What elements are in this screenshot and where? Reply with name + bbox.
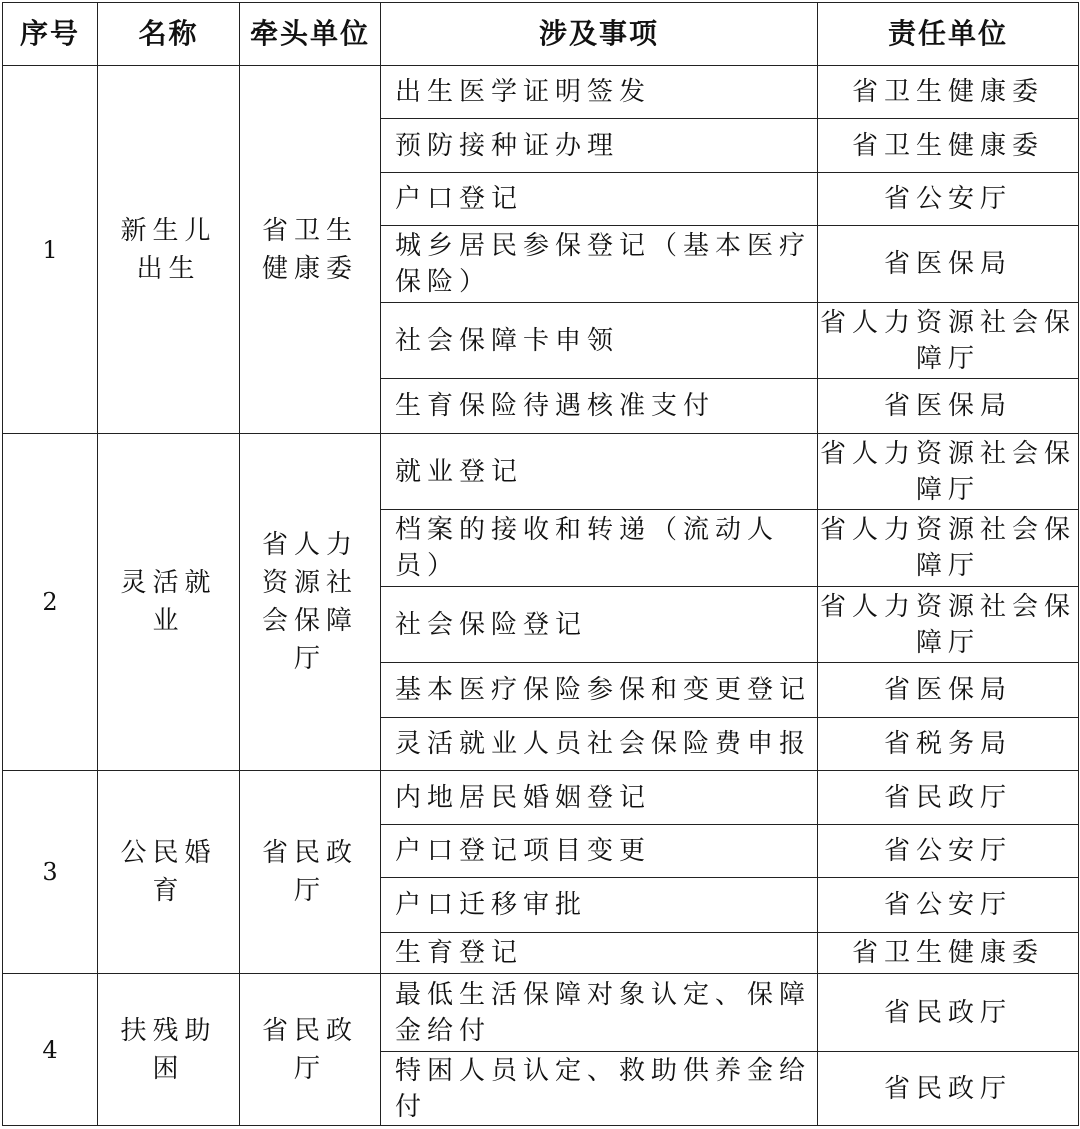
header-name: 名称 [98, 3, 240, 66]
group-name-text: 新生儿出生 [120, 215, 217, 284]
matter-cell: 户口登记 [381, 173, 818, 226]
group-no: 2 [3, 434, 98, 771]
unit-cell: 省医保局 [818, 663, 1079, 718]
table-row [3, 66, 1079, 119]
matter-cell: 灵活就业人员社会保险费申报 [381, 718, 818, 771]
matter-cell: 内地居民婚姻登记 [381, 771, 818, 825]
matter-cell: 户口迁移审批 [381, 878, 818, 933]
table-row [3, 771, 1079, 825]
header-matter: 涉及事项 [381, 3, 818, 66]
unit-cell: 省人力资源社会保障厅 [818, 587, 1079, 663]
group-lead-unit [240, 66, 381, 434]
table-row [3, 434, 1079, 510]
matter-cell: 最低生活保障对象认定、保障金给付 [381, 974, 818, 1052]
matter-cell: 预防接种证办理 [381, 119, 818, 173]
table-row [3, 974, 1079, 1052]
matter-cell: 就业登记 [381, 434, 818, 510]
unit-cell: 省人力资源社会保障厅 [818, 510, 1079, 587]
matter-cell: 城乡居民参保登记（基本医疗保险） [381, 226, 818, 303]
unit-cell: 省医保局 [818, 226, 1079, 303]
matter-cell: 户口登记项目变更 [381, 825, 818, 878]
matter-cell: 基本医疗保险参保和变更登记 [381, 663, 818, 718]
unit-cell: 省公安厅 [818, 825, 1079, 878]
header-no: 序号 [3, 3, 98, 66]
group-name [98, 771, 240, 974]
group-lead-text: 省民政厅 [261, 1015, 358, 1084]
header-responsible-unit: 责任单位 [818, 3, 1079, 66]
matter-cell: 社会保险登记 [381, 587, 818, 663]
group-lead-text: 省卫生健康委 [261, 215, 358, 284]
group-lead-text: 省人力资源社会保障厅 [261, 530, 358, 674]
unit-cell: 省人力资源社会保障厅 [818, 303, 1079, 379]
group-name [98, 434, 240, 771]
group-name-text: 灵活就业 [120, 568, 217, 636]
group-name [98, 974, 240, 1126]
matter-cell: 社会保障卡申领 [381, 303, 818, 379]
unit-cell: 省公安厅 [818, 878, 1079, 933]
group-lead-text: 省民政厅 [261, 838, 358, 906]
service-table [2, 2, 1079, 1126]
group-no: 4 [3, 974, 98, 1126]
header-row [3, 3, 1079, 66]
unit-cell: 省卫生健康委 [818, 66, 1079, 119]
group-lead-unit [240, 974, 381, 1126]
header-lead-unit: 牵头单位 [240, 3, 381, 66]
matter-cell: 出生医学证明签发 [381, 66, 818, 119]
unit-cell: 省医保局 [818, 379, 1079, 434]
unit-cell: 省卫生健康委 [818, 933, 1079, 974]
unit-cell: 省人力资源社会保障厅 [818, 434, 1079, 510]
group-name-text: 扶残助困 [120, 1015, 217, 1084]
unit-cell: 省卫生健康委 [818, 119, 1079, 173]
matter-cell: 生育保险待遇核准支付 [381, 379, 818, 434]
group-name-text: 公民婚育 [120, 838, 217, 906]
group-name [98, 66, 240, 434]
matter-cell: 生育登记 [381, 933, 818, 974]
unit-cell: 省民政厅 [818, 974, 1079, 1052]
group-no: 1 [3, 66, 98, 434]
group-lead-unit [240, 771, 381, 974]
unit-cell: 省民政厅 [818, 1052, 1079, 1126]
unit-cell: 省民政厅 [818, 771, 1079, 825]
group-lead-unit [240, 434, 381, 771]
matter-cell: 档案的接收和转递（流动人员） [381, 510, 818, 587]
unit-cell: 省公安厅 [818, 173, 1079, 226]
group-no: 3 [3, 771, 98, 974]
unit-cell: 省税务局 [818, 718, 1079, 771]
matter-cell: 特困人员认定、救助供养金给付 [381, 1052, 818, 1126]
